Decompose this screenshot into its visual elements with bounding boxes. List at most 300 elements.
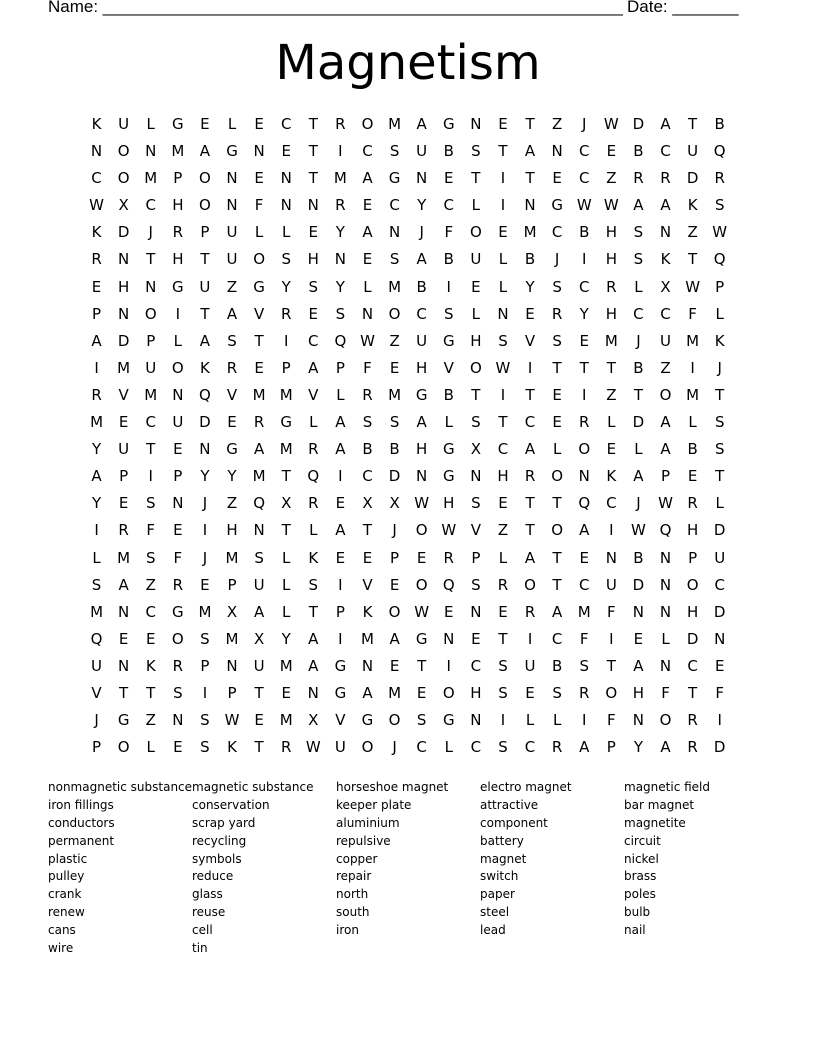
grid-letter: W: [414, 494, 430, 513]
grid-letter: R: [714, 169, 725, 188]
word-bank-item: horseshoe magnet: [336, 780, 449, 794]
word-bank-item: symbols: [192, 851, 242, 866]
grid-letter: L: [607, 413, 616, 432]
grid-letter: C: [660, 304, 671, 323]
grid-letter: B: [524, 250, 536, 269]
grid-letter: M: [117, 548, 131, 567]
grid-letter: R: [524, 602, 536, 621]
grid-letter: A: [308, 358, 319, 377]
grid-letter: L: [471, 304, 481, 323]
grid-letter: D: [388, 467, 401, 486]
grid-letter: U: [145, 358, 157, 377]
grid-letter: N: [416, 467, 428, 486]
word-bank-item: cans: [48, 923, 76, 938]
grid-letter: E: [118, 413, 129, 432]
grid-letter: G: [415, 629, 428, 648]
grid-letter: N: [605, 548, 617, 567]
page-title: Magnetism: [275, 35, 541, 91]
grid-letter: S: [200, 711, 210, 730]
grid-letter: Q: [659, 521, 672, 540]
grid-letter: S: [173, 683, 183, 702]
grid-letter: M: [279, 440, 293, 459]
grid-letter: B: [633, 142, 644, 161]
grid-letter: A: [362, 683, 373, 702]
grid-letter: C: [660, 142, 671, 161]
grid-letter: P: [92, 304, 102, 323]
grid-letter: E: [173, 738, 183, 757]
grid-letter: S: [254, 548, 264, 567]
grid-letter: N: [659, 575, 672, 594]
grid-letter: Q: [578, 494, 591, 513]
word-bank-item: nickel: [624, 851, 659, 866]
grid-letter: U: [172, 413, 184, 432]
grid-letter: L: [336, 385, 345, 404]
word-bank-item: crank: [48, 887, 82, 902]
grid-letter: S: [498, 738, 508, 757]
grid-letter: C: [714, 575, 725, 594]
grid-letter: E: [281, 683, 291, 702]
grid-letter: E: [471, 629, 481, 648]
grid-letter: O: [253, 250, 266, 269]
grid-letter: O: [578, 440, 591, 459]
grid-letter: J: [636, 494, 641, 513]
grid-letter: Q: [334, 331, 347, 350]
grid-letter: Z: [226, 494, 238, 513]
grid-letter: Z: [226, 277, 238, 296]
grid-letter: E: [416, 683, 427, 702]
grid-letter: K: [606, 467, 617, 486]
grid-letter: E: [579, 548, 589, 567]
grid-letter: E: [335, 494, 346, 513]
grid-letter: E: [308, 304, 319, 323]
grid-letter: R: [172, 223, 184, 242]
grid-letter: E: [552, 169, 562, 188]
grid-letter: A: [524, 548, 536, 567]
grid-letter: E: [308, 223, 319, 242]
grid-letter: D: [117, 223, 130, 242]
grid-letter: T: [308, 115, 318, 133]
grid-letter: J: [582, 115, 587, 133]
grid-letter: T: [579, 358, 589, 377]
grid-letter: P: [281, 358, 291, 377]
grid-letter: S: [308, 575, 319, 594]
grid-letter: Q: [199, 385, 211, 404]
grid-letter: S: [308, 277, 319, 296]
grid-letter: T: [254, 683, 264, 702]
word-bank-item: circuit: [624, 833, 661, 848]
grid-letter: S: [145, 548, 156, 567]
grid-letter: F: [363, 358, 372, 377]
grid-letter: U: [118, 440, 130, 459]
grid-letter: R: [226, 358, 238, 377]
grid-letter: A: [199, 142, 211, 161]
grid-letter: T: [498, 413, 508, 432]
grid-letter: S: [498, 331, 508, 350]
grid-letter: S: [714, 196, 725, 215]
word-bank-item: permanent: [48, 833, 115, 848]
grid-letter: O: [469, 358, 482, 377]
word-bank: [48, 779, 768, 958]
grid-letter: S: [471, 494, 481, 513]
grid-letter: L: [254, 223, 264, 242]
grid-letter: P: [471, 548, 481, 567]
grid-letter: R: [551, 738, 563, 757]
word-bank-item: glass: [192, 887, 223, 902]
grid-letter: F: [607, 602, 616, 621]
grid-letter: N: [145, 142, 157, 161]
grid-letter: Z: [606, 169, 617, 188]
word-bank-item: magnetic substance: [192, 780, 314, 794]
grid-letter: H: [632, 683, 645, 702]
grid-letter: B: [579, 223, 590, 242]
word-bank-column: [336, 779, 480, 958]
grid-letter: C: [362, 142, 373, 161]
grid-letter: N: [90, 142, 103, 161]
grid-letter: M: [686, 385, 700, 404]
grid-letter: R: [335, 196, 346, 215]
grid-letter: S: [416, 711, 427, 730]
grid-letter: O: [551, 467, 564, 486]
grid-row: [83, 548, 733, 575]
grid-letter: D: [713, 738, 726, 757]
grid-letter: N: [497, 304, 509, 323]
grid-letter: Q: [253, 494, 266, 513]
grid-letter: R: [497, 575, 509, 594]
grid-letter: M: [90, 602, 104, 621]
grid-letter: Z: [606, 385, 617, 404]
grid-letter: L: [498, 277, 508, 296]
grid-letter: G: [226, 142, 238, 161]
grid-letter: T: [308, 142, 318, 161]
word-bank-item: steel: [480, 905, 510, 920]
grid-letter: I: [582, 385, 587, 404]
grid-letter: I: [527, 358, 533, 377]
grid-letter: K: [362, 602, 373, 621]
grid-letter: C: [687, 656, 698, 675]
word-bank-item: electro magnet: [480, 780, 572, 794]
grid-letter: T: [200, 304, 210, 323]
grid-letter: H: [118, 277, 130, 296]
grid-letter: F: [444, 223, 454, 242]
grid-letter: S: [389, 142, 400, 161]
grid-letter: C: [524, 413, 536, 432]
grid-letter: T: [688, 683, 698, 702]
grid-letter: I: [94, 358, 99, 377]
grid-letter: Z: [552, 115, 563, 133]
grid-letter: O: [171, 629, 184, 648]
grid-letter: T: [688, 115, 698, 133]
grid-letter: O: [659, 385, 672, 404]
grid-letter: R: [633, 169, 644, 188]
grid-letter: U: [714, 548, 726, 567]
grid-letter: P: [335, 358, 345, 377]
grid-letter: O: [199, 169, 211, 188]
grid-row: [83, 520, 733, 547]
grid-letter: L: [309, 521, 318, 540]
grid-letter: U: [334, 738, 346, 757]
grid-letter: R: [687, 738, 698, 757]
grid-letter: N: [361, 656, 374, 675]
grid-row: [83, 466, 733, 493]
grid-letter: J: [148, 223, 153, 242]
word-bank-item: magnet: [480, 851, 527, 866]
grid-letter: L: [309, 413, 318, 432]
grid-letter: L: [146, 115, 155, 133]
grid-letter: D: [632, 575, 645, 594]
grid-letter: A: [660, 413, 671, 432]
grid-letter: B: [362, 440, 373, 459]
grid-letter: P: [715, 277, 725, 296]
grid-letter: L: [661, 629, 670, 648]
grid-letter: U: [416, 331, 428, 350]
grid-letter: Y: [417, 196, 427, 215]
grid-letter: G: [253, 277, 265, 296]
grid-letter: T: [715, 385, 725, 404]
grid-letter: R: [579, 413, 590, 432]
grid-letter: T: [633, 385, 643, 404]
grid-letter: D: [632, 413, 645, 432]
grid-letter: T: [254, 331, 264, 350]
grid-letter: N: [226, 169, 238, 188]
grid-letter: U: [118, 115, 130, 133]
word-bank-item: scrap yard: [192, 815, 256, 830]
grid-letter: G: [361, 711, 374, 730]
word-bank-item: iron fillings: [48, 797, 114, 812]
grid-letter: P: [146, 331, 156, 350]
grid-row: [83, 412, 733, 439]
grid-letter: G: [442, 115, 455, 133]
grid-letter: R: [443, 548, 454, 567]
grid-letter: A: [660, 115, 671, 133]
grid-letter: R: [91, 385, 102, 404]
word-bank-item: component: [480, 815, 548, 830]
word-bank-item: magnetic field: [624, 780, 710, 794]
word-bank-item: nonmagnetic substance: [48, 780, 193, 794]
grid-letter: W: [603, 196, 619, 215]
grid-letter: N: [659, 223, 672, 242]
grid-letter: N: [145, 277, 157, 296]
grid-letter: T: [471, 385, 481, 404]
grid-letter: N: [659, 548, 672, 567]
grid-letter: T: [715, 467, 725, 486]
grid-letter: N: [334, 250, 346, 269]
grid-letter: S: [498, 683, 508, 702]
word-search-grid: [83, 114, 733, 764]
grid-letter: G: [226, 440, 238, 459]
grid-letter: X: [362, 494, 373, 513]
grid-letter: M: [144, 169, 158, 188]
grid-letter: Y: [91, 440, 102, 459]
grid-letter: V: [118, 385, 129, 404]
grid-letter: R: [579, 683, 590, 702]
grid-letter: V: [524, 331, 536, 350]
grid-letter: R: [172, 575, 184, 594]
grid-letter: L: [498, 548, 508, 567]
grid-letter: V: [91, 683, 102, 702]
grid-letter: T: [525, 521, 535, 540]
grid-letter: P: [173, 467, 183, 486]
grid-letter: E: [525, 304, 535, 323]
grid-letter: M: [577, 602, 591, 621]
grid-letter: L: [498, 250, 508, 269]
grid-letter: E: [254, 358, 264, 377]
grid-letter: T: [552, 494, 562, 513]
grid-letter: C: [551, 629, 563, 648]
grid-row: [83, 683, 733, 710]
grid-letter: S: [91, 575, 102, 594]
grid-letter: A: [335, 440, 346, 459]
grid-letter: O: [117, 738, 130, 757]
grid-letter: H: [416, 358, 428, 377]
grid-letter: P: [173, 169, 183, 188]
grid-letter: S: [335, 304, 346, 323]
grid-letter: T: [308, 602, 318, 621]
grid-letter: A: [416, 413, 427, 432]
word-bank-item: aluminium: [336, 815, 400, 830]
name-field-label: Name: _______________________________________________________: [48, 0, 623, 16]
grid-letter: O: [388, 304, 401, 323]
grid-letter: M: [279, 656, 293, 675]
grid-letter: M: [252, 467, 266, 486]
grid-letter: M: [198, 602, 212, 621]
grid-letter: G: [334, 656, 347, 675]
grid-letter: L: [715, 304, 724, 323]
grid-letter: F: [688, 304, 697, 323]
grid-letter: M: [144, 385, 158, 404]
grid-letter: U: [605, 575, 617, 594]
grid-letter: T: [552, 358, 562, 377]
grid-letter: F: [607, 711, 616, 730]
word-bank-column: [192, 779, 336, 958]
grid-letter: I: [717, 711, 722, 730]
grid-row: [83, 575, 733, 602]
grid-letter: E: [200, 575, 210, 594]
grid-letter: E: [389, 656, 400, 675]
grid-row: [83, 602, 733, 629]
grid-letter: I: [202, 521, 208, 540]
grid-letter: R: [606, 277, 617, 296]
grid-letter: S: [552, 331, 562, 350]
word-bank-item: switch: [480, 869, 519, 884]
grid-letter: Y: [200, 467, 210, 486]
grid-row: [83, 710, 733, 737]
grid-letter: L: [444, 738, 453, 757]
word-bank-item: conductors: [48, 815, 115, 830]
grid-letter: C: [470, 656, 482, 675]
grid-letter: I: [283, 331, 289, 350]
grid-letter: A: [308, 656, 319, 675]
grid-letter: N: [280, 169, 292, 188]
grid-letter: U: [91, 656, 103, 675]
grid-letter: E: [471, 277, 481, 296]
grid-letter: X: [660, 277, 671, 296]
grid-letter: Q: [713, 250, 726, 269]
grid-letter: T: [552, 548, 562, 567]
grid-letter: C: [416, 304, 427, 323]
grid-letter: F: [715, 683, 725, 702]
word-bank-item: poles: [624, 887, 656, 902]
grid-letter: S: [498, 656, 508, 675]
grid-letter: W: [414, 602, 430, 621]
grid-letter: E: [498, 115, 508, 133]
grid-letter: J: [554, 250, 560, 269]
grid-letter: I: [500, 711, 506, 730]
grid-letter: Z: [389, 331, 400, 350]
grid-letter: U: [470, 250, 482, 269]
grid-letter: H: [470, 683, 482, 702]
grid-letter: M: [361, 629, 374, 648]
grid-letter: M: [388, 683, 402, 702]
word-bank-column: [624, 779, 768, 958]
grid-letter: A: [660, 440, 671, 459]
grid-letter: E: [389, 575, 400, 594]
grid-letter: A: [335, 413, 346, 432]
grid-letter: E: [254, 711, 264, 730]
grid-letter: E: [606, 440, 617, 459]
grid-letter: B: [551, 656, 563, 675]
word-bank-item: cell: [192, 923, 213, 938]
grid-letter: R: [687, 494, 698, 513]
grid-letter: M: [279, 711, 293, 730]
grid-letter: A: [524, 440, 536, 459]
grid-letter: X: [118, 196, 129, 215]
grid-letter: F: [579, 629, 589, 648]
grid-letter: P: [688, 548, 698, 567]
grid-letter: W: [576, 196, 592, 215]
grid-letter: X: [470, 440, 481, 459]
grid-letter: I: [582, 250, 587, 269]
grid-letter: A: [389, 629, 400, 648]
grid-letter: S: [633, 223, 644, 242]
grid-letter: S: [362, 413, 373, 432]
grid-letter: E: [173, 440, 183, 459]
grid-letter: L: [688, 413, 697, 432]
grid-letter: K: [660, 250, 671, 269]
grid-letter: W: [712, 223, 728, 242]
grid-letter: N: [551, 142, 563, 161]
grid-letter: A: [633, 656, 644, 675]
grid-letter: R: [551, 304, 563, 323]
word-bank-item: magnetite: [624, 815, 686, 830]
grid-letter: G: [388, 169, 401, 188]
grid-letter: S: [145, 494, 156, 513]
grid-letter: N: [118, 304, 130, 323]
word-bank-item: north: [336, 887, 369, 902]
grid-letter: N: [632, 602, 645, 621]
grid-letter: P: [200, 656, 210, 675]
grid-letter: I: [609, 629, 614, 648]
grid-letter: I: [338, 467, 343, 486]
grid-letter: O: [659, 711, 672, 730]
grid-letter: B: [443, 250, 454, 269]
grid-letter: N: [632, 711, 645, 730]
grid-letter: N: [307, 196, 319, 215]
grid-letter: C: [362, 467, 373, 486]
grid-letter: O: [144, 304, 157, 323]
grid-letter: M: [225, 548, 239, 567]
grid-letter: E: [389, 358, 400, 377]
grid-letter: T: [146, 250, 156, 269]
grid-letter: E: [254, 115, 264, 133]
grid-letter: W: [658, 494, 673, 513]
grid-letter: F: [173, 548, 183, 567]
grid-letter: Y: [227, 467, 237, 486]
grid-letter: S: [633, 250, 644, 269]
grid-letter: W: [89, 196, 104, 215]
grid-letter: N: [470, 115, 482, 133]
word-bank-item: pulley: [48, 869, 85, 884]
grid-letter: C: [578, 169, 590, 188]
